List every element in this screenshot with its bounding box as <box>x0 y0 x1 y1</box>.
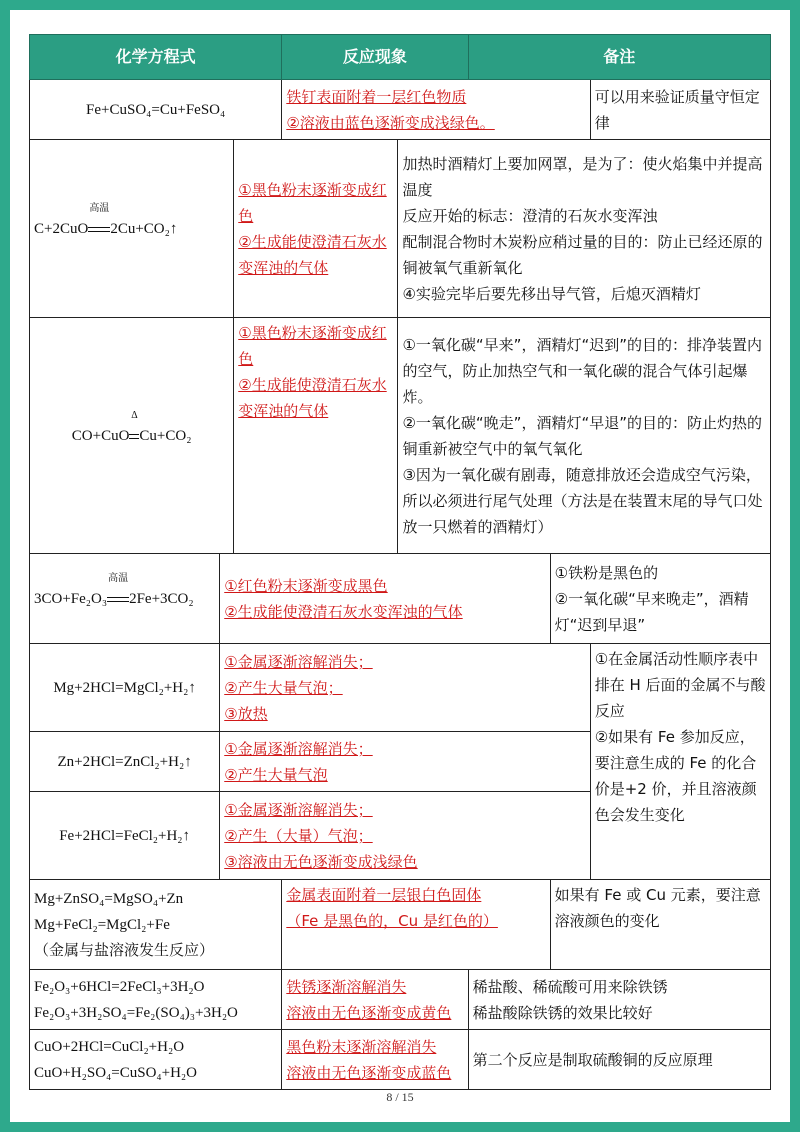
phenomenon-line: ③放热 <box>224 704 268 723</box>
phenomenon-cell <box>220 792 590 880</box>
equation-products: 2Fe+3CO₂ <box>129 590 194 607</box>
note-cell <box>468 970 770 1030</box>
phenomenon-line: ②生成能使澄清石灰水变浑浊的气体 <box>238 232 387 277</box>
equation-cell: Mg+2HCl=MgCl₂+H₂↑ <box>30 644 220 732</box>
equation-line: Fe₂O₃+6HCl=2FeCl₃+3H₂O <box>34 978 205 995</box>
equation-cell: Zn+2HCl=ZnCl₂+H₂↑ <box>30 732 220 792</box>
equation-reactants: C+2CuO <box>34 220 89 237</box>
note-cell: 如果有 Fe 或 Cu 元素，要注意溶液颜色的变化 <box>550 880 770 970</box>
equation-cell: Fe+2HCl=FeCl₂+H₂↑ <box>30 792 220 880</box>
note-line: 稀盐酸除铁锈的效果比较好 <box>472 1003 653 1022</box>
reactions-table <box>29 34 771 1090</box>
note-line: ④实验完毕后要先移出导气管，后熄灭酒精灯 <box>402 284 701 303</box>
equation-reactants: CO+CuO <box>71 427 130 444</box>
equals-sign <box>107 597 129 602</box>
note-cell: 第二个反应是制取硫酸铜的反应原理 <box>468 1030 770 1090</box>
header-row <box>30 35 771 80</box>
phenomenon-line: ②产生大量气泡 <box>224 765 328 784</box>
note-line: 反应开始的标志：澄清的石灰水变浑浊 <box>402 206 658 225</box>
phenomenon-line: ①金属逐渐溶解消失； <box>224 739 373 758</box>
note-cell <box>550 554 770 644</box>
phenomenon-cell <box>234 318 398 554</box>
phenomenon-cell <box>282 80 590 140</box>
table-row <box>30 318 771 554</box>
phenomenon-cell <box>282 880 550 970</box>
equation-reactants: 3CO+Fe₂O₃ <box>34 590 108 607</box>
equation-line: Fe₂O₃+3H₂SO₄=Fe₂(SO₄)₃+3H₂O <box>34 1004 238 1021</box>
phenomenon-line: （Fe 是黑色的，Cu 是红色的） <box>286 912 498 930</box>
note-line: 加热时酒精灯上要加网罩，是为了：使火焰集中并提高温度 <box>402 154 763 199</box>
phenomenon-line: ①黑色粉末逐渐变成红色 <box>238 180 387 225</box>
page-number: 8 / 15 <box>386 1090 414 1104</box>
note-line: ②一氧化碳“晚走”，酒精灯“早退”的目的：防止灼热的铜重新被空气中的氧气氧化 <box>402 413 762 458</box>
header-equation: 化学方程式 <box>30 35 282 80</box>
phenomenon-line: 铁锈逐渐溶解消失 <box>286 977 407 996</box>
phenomenon-line: 黑色粉末逐渐溶解消失 <box>286 1037 437 1056</box>
table-row <box>30 644 771 732</box>
phenomenon-line: ②产生（大量）气泡； <box>224 826 373 845</box>
note-line: ①在金属活动性顺序表中排在 H 后面的金属不与酸反应 <box>594 650 766 720</box>
phenomenon-line: 溶液由无色逐渐变成蓝色 <box>286 1063 452 1082</box>
equals-sign <box>88 227 110 232</box>
phenomenon-line: 金属表面附着一层银白色固体 <box>286 886 482 904</box>
phenomenon-cell <box>282 1030 468 1090</box>
phenomenon-cell <box>282 970 468 1030</box>
table-row <box>30 80 771 140</box>
phenomenon-cell <box>234 140 398 318</box>
equation-line: CuO+H₂SO₄=CuSO₄+H₂O <box>34 1064 197 1081</box>
equals-sign <box>129 434 139 439</box>
equation-line: CuO+2HCl=CuCl₂+H₂O <box>34 1038 185 1055</box>
reaction-condition <box>129 409 139 449</box>
header-phenomenon: 反应现象 <box>282 35 468 80</box>
table-row <box>30 970 771 1030</box>
condition-label: 高温 <box>89 202 110 214</box>
note-cell <box>398 140 771 318</box>
table-row <box>30 1030 771 1090</box>
equation-products: Cu+CO₂ <box>139 427 192 444</box>
phenomenon-cell <box>220 732 590 792</box>
phenomenon-line: ②产生大量气泡； <box>224 678 343 697</box>
note-line: 稀盐酸、稀硫酸可用来除铁锈 <box>472 977 668 996</box>
table-row <box>30 140 771 318</box>
note-cell <box>590 644 770 880</box>
note-line: ①铁粉是黑色的 <box>554 563 659 582</box>
phenomenon-line: ②溶液由蓝色逐渐变成浅绿色。 <box>286 113 495 132</box>
equation-cell: Fe+CuSO₄=Cu+FeSO₄ <box>30 80 282 140</box>
equation-line: Mg+ZnSO₄=MgSO₄+Zn <box>34 890 184 907</box>
phenomenon-line: ①黑色粉末逐渐变成红色 <box>238 324 387 368</box>
phenomenon-cell <box>220 554 550 644</box>
condition-label: Δ <box>131 409 138 421</box>
equation-cell <box>30 140 234 318</box>
note-line: ③因为一氧化碳有剧毒，随意排放还会造成空气污染，所以必须进行尾气处理（方法是在装置末尾的导气口处放一只燃着的酒精灯） <box>402 465 763 536</box>
phenomenon-line: 铁钉表面附着一层红色物质 <box>286 87 467 106</box>
phenomenon-line: ①金属逐渐溶解消失； <box>224 652 373 671</box>
equation-cell <box>30 1030 282 1090</box>
equation-products: 2Cu+CO₂↑ <box>110 220 178 237</box>
phenomenon-line: ②生成能使澄清石灰水变浑浊的气体 <box>224 602 463 621</box>
phenomenon-line: ①红色粉末逐渐变成黑色 <box>224 576 388 595</box>
equation-cell <box>30 970 282 1030</box>
condition-label: 高温 <box>108 572 129 584</box>
equation-cell <box>30 318 234 554</box>
phenomenon-line: ③溶液由无色逐渐变成浅绿色 <box>224 852 418 871</box>
equation-line: （金属与盐溶液发生反应） <box>34 942 215 959</box>
header-notes: 备注 <box>468 35 770 80</box>
phenomenon-line: 溶液由无色逐渐变成黄色 <box>286 1003 452 1022</box>
phenomenon-cell <box>220 644 590 732</box>
equation-line: Mg+FeCl₂=MgCl₂+Fe <box>34 916 170 933</box>
note-cell: 可以用来验证质量守恒定律 <box>590 80 770 140</box>
note-line: ①一氧化碳“早来”，酒精灯“迟到”的目的：排净装置内的空气，防止加热空气和一氧化碳的混合气体引起爆炸。 <box>402 335 762 406</box>
note-cell <box>398 318 771 554</box>
equation-cell <box>30 880 282 970</box>
equation-cell <box>30 554 220 644</box>
table-row <box>30 880 771 970</box>
table-row <box>30 554 771 644</box>
page <box>10 10 790 1122</box>
phenomenon-line: ②生成能使澄清石灰水变浑浊的气体 <box>238 376 387 420</box>
phenomenon-line: ①金属逐渐溶解消失； <box>224 800 373 819</box>
reaction-condition <box>107 572 129 612</box>
note-line: 配制混合物时木炭粉应稍过量的目的：防止已经还原的铜被氧气重新氧化 <box>402 232 763 277</box>
note-line: ②如果有 Fe 参加反应，要注意生成的 Fe 的化合价是+2 价，并且溶液颜色会发生变化 <box>594 728 757 824</box>
note-line: ②一氧化碳“早来晚走”，酒精灯“迟到早退” <box>554 589 749 634</box>
reaction-condition <box>88 202 110 242</box>
